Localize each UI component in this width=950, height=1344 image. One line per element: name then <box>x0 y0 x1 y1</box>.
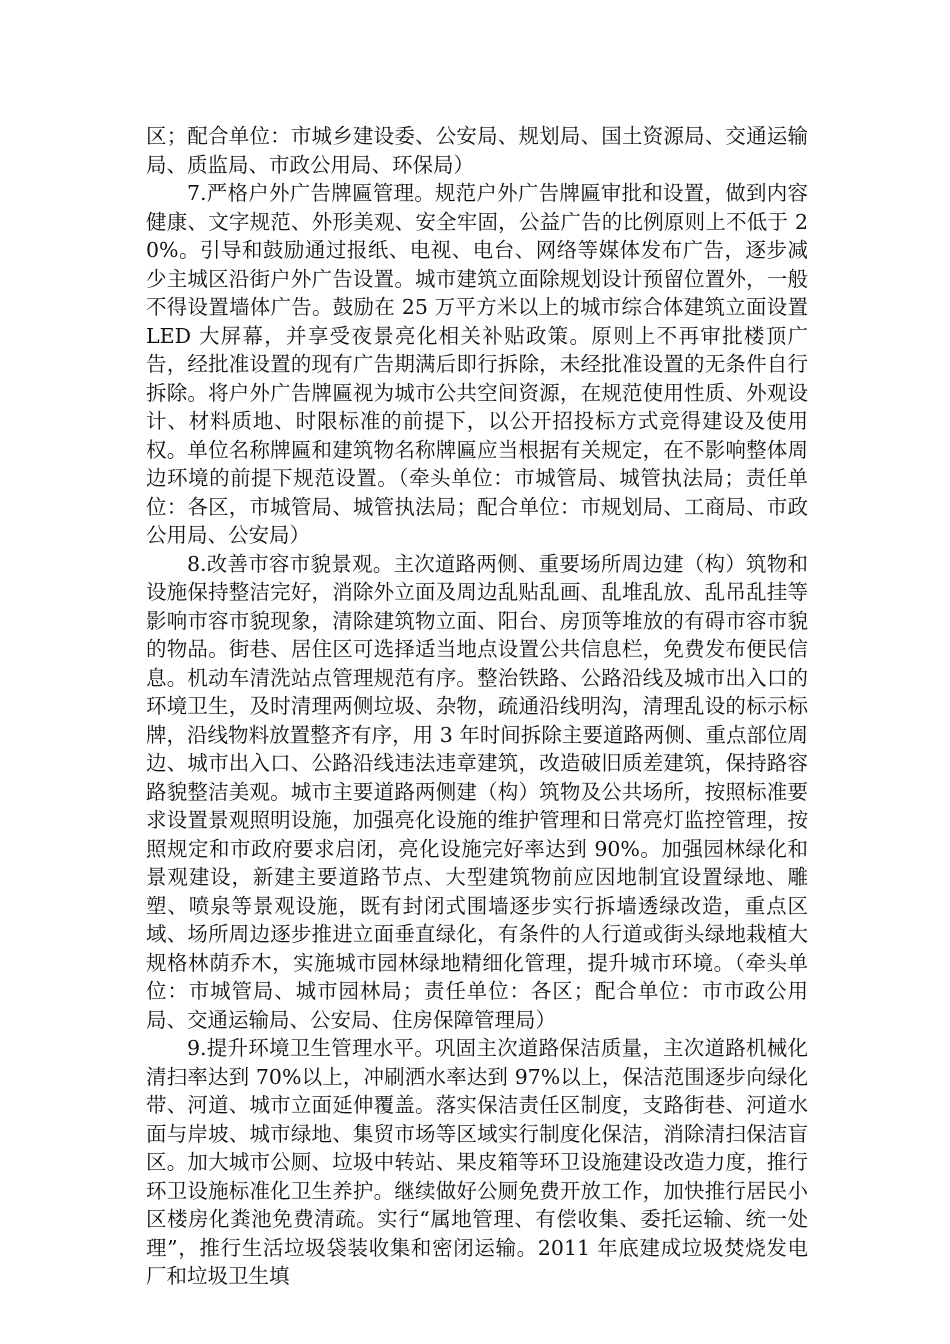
paragraph-item-9: 9.提升环境卫生管理水平。巩固主次道路保洁质量，主次道路机械化清扫率达到 70%以上，冲刷洒水率达到 97%以上，保洁范围逐步向绿化带、河道、城市立面延伸覆盖。落实保洁责任区制度，支路街巷、河道水面与岸坡、城市绿地、集贸市场等区域实行制度化保洁，消除清扫保洁盲区。加大城市公厕、垃圾中转站、果皮箱等环卫设施建设改造力度，推行环卫设施标准化卫生养护。继续做好公厕免费开放工作，加快推行居民小区楼房化粪池免费清疏。实行“属地管理、有偿收集、委托运输、统一处理”，推行生活垃圾袋装收集和密闭运输。2011 年底建成垃圾焚烧发电厂和垃圾卫生填 <box>146 1036 808 1288</box>
paragraph-item-8: 8.改善市容市貌景观。主次道路两侧、重要场所周边建（构）筑物和设施保持整洁完好，消除外立面及周边乱贴乱画、乱堆乱放、乱吊乱挂等影响市容市貌现象，清除建筑物立面、阳台、房顶等堆放的有碍市容市貌的物品。街巷、居住区可选择适当地点设置公共信息栏，免费发布便民信息。机动车清洗站点管理规范有序。整治铁路、公路沿线及城市出入口的环境卫生，及时清理两侧垃圾、杂物，疏通沿线明沟，清理乱设的标示标牌，沿线物料放置整齐有序，用 3 年时间拆除主要道路两侧、重点部位周边、城市出入口、公路沿线违法违章建筑，改造破旧质差建筑，保持路容路貌整洁美观。城市主要道路两侧建（构）筑物及公共场所，按照标准要求设置景观照明设施，加强亮化设施的维护管理和日常亮灯监控管理，按照规定和市政府要求启闭，亮化设施完好率达到 90%。加强园林绿化和景观建设，新建主要道路节点、大型建筑物前应因地制宜设置绿地、雕塑、喷泉等景观设施，既有封闭式围墙逐步实行拆墙透绿改造，重点区域、场所周边逐步推进立面垂直绿化，有条件的人行道或街头绿地栽植大规格林荫乔木，实施城市园林绿地精细化管理，提升城市环境。（牵头单位：市城管局、城市园林局；责任单位：各区；配合单位：市市政公用局、交通运输局、公安局、住房保障管理局） <box>146 551 808 1032</box>
paragraph-continuation: 区；配合单位：市城乡建设委、公安局、规划局、国土资源局、交通运输局、质监局、市政公用局、环保局） <box>146 124 808 177</box>
paragraph-item-7: 7.严格户外广告牌匾管理。规范户外广告牌匾审批和设置，做到内容健康、文字规范、外形美观、安全牢固，公益广告的比例原则上不低于 20%。引导和鼓励通过报纸、电视、电台、网络等媒体发布广告，逐步减少主城区沿街户外广告设置。城市建筑立面除规划设计预留位置外，一般不得设置墙体广告。鼓励在 25 万平方米以上的城市综合体建筑立面设置 LED 大屏幕，并享受夜景亮化相关补贴政策。原则上不再审批楼顶广告，经批准设置的现有广告期满后即行拆除，未经批准设置的无条件自行拆除。将户外广告牌匾视为城市公共空间资源，在规范使用性质、外观设计、材料质地、时限标准的前提下，以公开招投标方式竞得建设及使用权。单位名称牌匾和建筑物名称牌匾应当根据有关规定，在不影响整体周边环境的前提下规范设置。（牵头单位：市城管局、城管执法局；责任单位：各区，市城管局、城管执法局；配合单位：市规划局、工商局、市政公用局、公安局） <box>146 181 808 547</box>
document-page <box>146 122 808 1291</box>
